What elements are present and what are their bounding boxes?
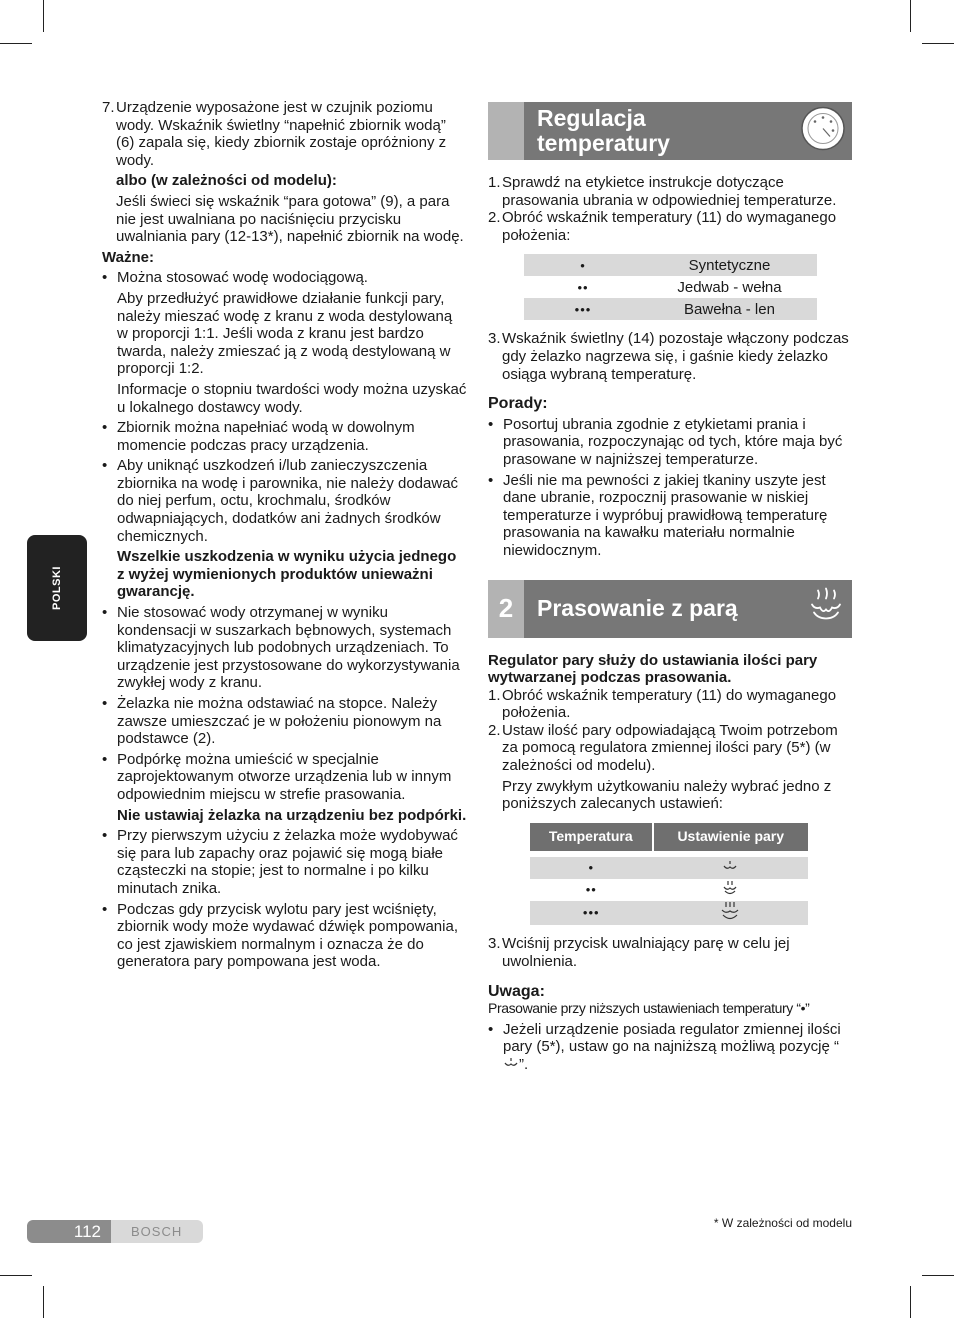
steam-high-icon <box>653 901 809 926</box>
item-number: 7. <box>102 99 115 116</box>
section-title: Regulacja temperatury <box>537 105 670 156</box>
brand-label: BOSCH <box>111 1220 203 1243</box>
steam-medium-icon <box>653 879 809 901</box>
language-tab <box>27 535 87 641</box>
paragraph: Aby przedłużyć prawidłowe działanie funkcji pary, należy mieszać wodę z kranu z woda destylowaną w proporcji 1:1. Jeśli woda z kranu jest bardzo twarda, należy zmieszać ją z wodą destylowaną w proporcji 1:2. <box>117 289 453 378</box>
list-item: • Żelazka nie można odstawiać na stopce. Należy zawsze umieszczać je w położeniu pionowym na podstawce (2). <box>102 695 442 748</box>
list-item: • Posortuj ubrania zgodnie z etykietami prania i prasowania, rozpoczynając od tych, które maja być prasowane w najniższej temperaturze. <box>488 415 843 468</box>
item-text: Urządzenie wyposażone jest w czujnik poziomu wody. Wskaźnik świetlny “napełnić zbiornik wodą” (6) zapala się, kiedy zbiornik zostaje opróżniony z wody. <box>116 99 447 169</box>
page-number: 112 <box>27 1220 111 1243</box>
temperature-table <box>524 254 817 320</box>
table-row: ••• <box>530 901 808 926</box>
list-item: • Podpórkę można umieścić w specjalnie zaprojektowanym otworze urządzenia lub w innym odpowiednim miejscu w strefie prasowania. <box>102 750 452 803</box>
note-heading: Uwaga: <box>488 982 545 1000</box>
paragraph: Informacje o stopniu twardości wody można uzyskać u lokalnego dostawcy wody. <box>117 380 467 416</box>
warning-text: Nie ustawiaj żelazka na urządzeniu bez podpórki. <box>117 806 467 824</box>
steam-setting-table <box>530 823 808 926</box>
list-item: 3. Wskaźnik świetlny (14) pozostaje włączony podczas gdy żelazko nagrzewa się, i gaśnie kiedy żelazko osiąga wybraną temperaturę. <box>488 330 849 383</box>
list-item: 2. Ustaw ilość pary odpowiadającą Twoim potrzebom za pomocą regulatora zmiennej ilości pary (5*) (w zależności od modelu). <box>488 721 838 775</box>
list-item: • Jeśli nie ma pewności z jakiej tkaniny uszyte jest dane ubranie, rozpocznij prasowanie w niskiej temperaturze i wypróbuj prawidłową temperaturę prasowania na kawałku materiału normalnie niewidocznym. <box>488 471 828 559</box>
section-title: Prasowanie z parą <box>537 595 738 621</box>
list-item: • Można stosować wodę wodociągową. <box>102 269 368 287</box>
steam-icon <box>806 586 846 631</box>
tips-heading: Porady: <box>488 395 548 413</box>
section-number: 2 <box>488 580 524 638</box>
table-row: ••• Bawełna - len <box>524 298 817 320</box>
list-item: • Aby uniknąć uszkodzeń i/lub zanieczyszczenia zbiornika na wodę i parownika, nie należy dodawać do niej perfum, octu, krochmalu, środków odwapniających, dodatków ani żadnych środków chemicznych. <box>102 457 459 545</box>
right-column <box>488 102 852 1074</box>
table-row: • Syntetyczne <box>524 254 817 276</box>
temperature-dial-icon <box>800 106 846 157</box>
table-row: • <box>530 857 808 879</box>
list-item: • Zbiornik można napełniać wodą w dowolnym momencie podczas pracy urządzenia. <box>102 419 415 454</box>
table-header: Temperatura Ustawienie pary <box>530 823 808 851</box>
steam-intro: Regulator pary służy do ustawiania ilości pary wytwarzanej podczas prasowania. <box>488 651 818 687</box>
warning-text: Wszelkie uszkodzenia w wyniku użycia jednego z wyżej wymienionych produktów unieważni gwarancję. <box>117 548 457 601</box>
paragraph: Przy zwykłym użytkowaniu należy wybrać jedno z poniższych zalecanych ustawień: <box>502 777 832 813</box>
list-item: • Nie stosować wody otrzymanej w wyniku kondensacji w suszarkach bębnowych, systemach klimatyzacyjnych lub podobnych urządzeniach. To urządzenie jest przystosowane do wykorzystywania zwykłej wody z kranu. <box>102 604 460 692</box>
list-item: 1. Sprawdź na etykietce instrukcje dotyczące prasowania ubrania w odpowiedniej temperaturze. <box>488 174 837 209</box>
section-header-temperature <box>488 102 852 160</box>
language-label: POLSKI <box>51 566 63 610</box>
note-text: Prasowanie przy niższych ustawieniach temperatury “•” <box>488 1000 810 1017</box>
list-item: • Przy pierwszym użyciu z żelazka może wydobywać się para lub zapachy oraz pojawić się mogą białe cząsteczki na stopie; jest to normalne i po kilku minutach znika. <box>102 827 458 897</box>
list-item: 3. Wciśnij przycisk uwalniający parę w celu jej uwolnienia. <box>488 935 790 971</box>
section-header-steam <box>488 580 852 638</box>
list-item: • Podczas gdy przycisk wylotu pary jest wciśnięty, zbiornik wody może wydawać dźwięk pompowania, co jest zjawiskiem normalnym i oznacza że do generatora pary pompowana jest woda. <box>102 900 458 971</box>
list-item: 2. Obróć wskaźnik temperatury (11) do wymaganego położenia: <box>488 209 837 244</box>
list-item: 1. Obróć wskaźnik temperatury (11) do wymaganego położenia. <box>488 686 837 722</box>
alternative-text: Jeśli świeci się wskaźnik “para gotowa” (9), a para nie jest uwalniana po naciśnięciu przycisku uwalniania pary (12-13*), napełnić zbiornik na wodę. <box>116 192 464 246</box>
steam-low-icon <box>503 1057 519 1069</box>
table-row: •• Jedwab - wełna <box>577 278 782 296</box>
left-column <box>102 99 467 971</box>
list-item: • Jeżeli urządzenie posiada regulator zmiennej ilości pary (5*), ustaw go na najniższą możliwą pozycję “”. <box>488 1020 841 1073</box>
steam-low-icon <box>653 857 809 879</box>
list-item <box>102 99 467 169</box>
important-heading: Ważne: <box>102 248 154 266</box>
alternative-label: albo (w zależności od modelu): <box>116 172 337 190</box>
footnote: * W zależności od modelu <box>713 1216 852 1230</box>
table-row: •• <box>530 879 808 901</box>
